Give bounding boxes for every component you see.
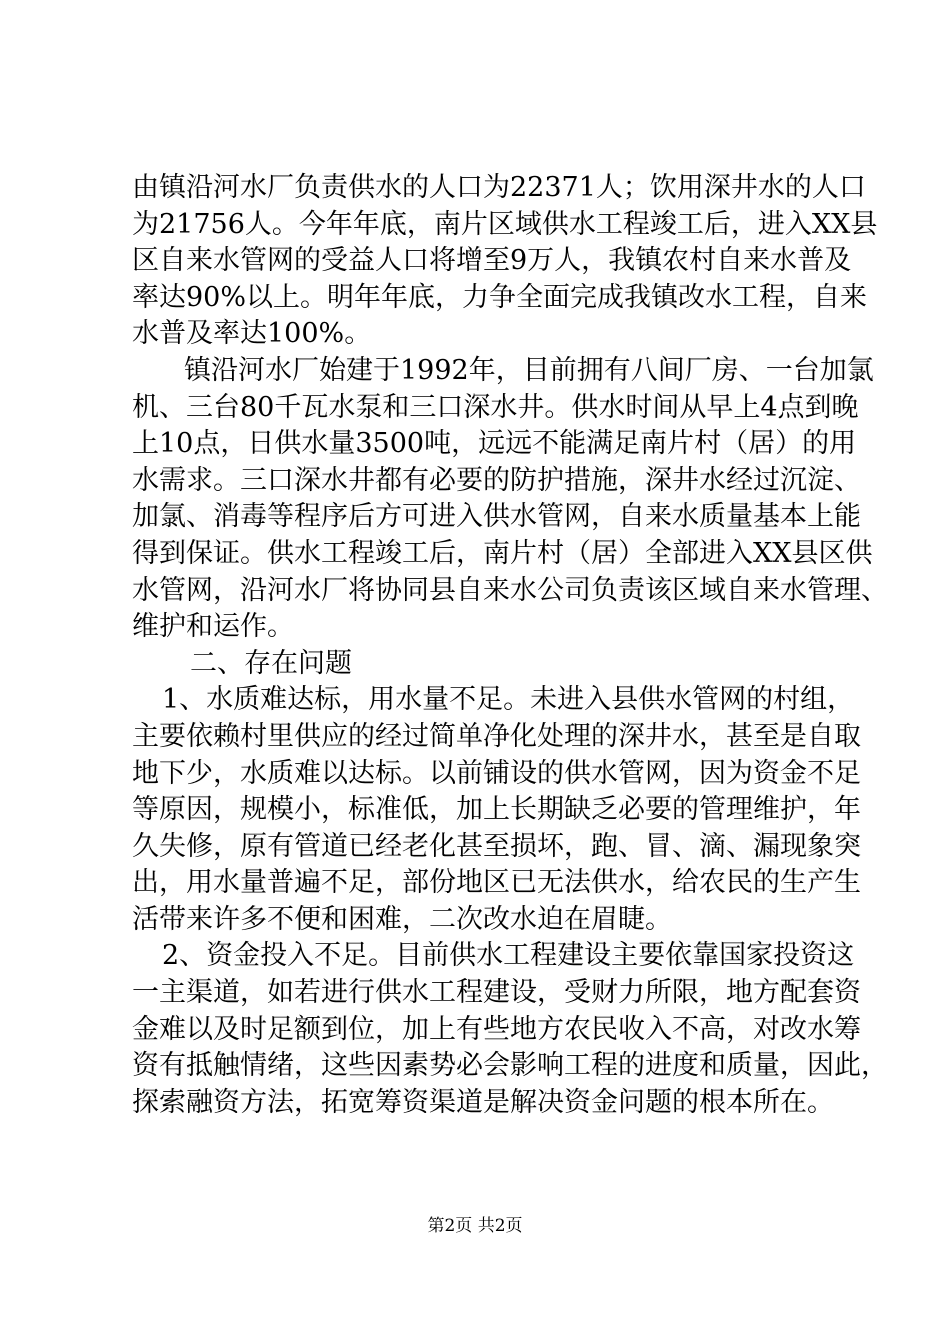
text-line: 久失修，原有管道已经老化甚至损坏，跑、冒、滴、漏现象突 bbox=[132, 830, 861, 862]
text-line: 水需求。三口深水井都有必要的防护措施，深井水经过沉淀、 bbox=[132, 464, 861, 496]
text-line: 水普及率达100%。 bbox=[132, 318, 372, 350]
section-heading: 二、存在问题 bbox=[190, 647, 352, 679]
text-line: 上10点，日供水量3500吨，远远不能满足南片村（居）的用 bbox=[132, 428, 857, 460]
text-line: 水管网，沿河水厂将协同县自来水公司负责该区域自来水管理、 bbox=[132, 574, 888, 606]
text-line: 活带来许多不便和困难，二次改水迫在眉睫。 bbox=[132, 903, 672, 935]
text-line: 维护和运作。 bbox=[132, 611, 294, 643]
paragraph-start-line: 1、水质难达标，用水量不足。未进入县供水管网的村组， bbox=[162, 684, 855, 716]
text-line: 加氯、消毒等程序后方可进入供水管网，自来水质量基本上能 bbox=[132, 501, 861, 533]
page-footer: 第2页 共2页 bbox=[427, 1216, 523, 1236]
document-body bbox=[132, 170, 888, 1121]
text-line: 主要依赖村里供应的经过简单净化处理的深井水，甚至是自取 bbox=[132, 720, 861, 752]
paragraph-start-line: 镇沿河水厂始建于1992年，目前拥有八间厂房、一台加氯 bbox=[184, 354, 874, 386]
text-line: 区自来水管网的受益人口将增至9万人，我镇农村自来水普及 bbox=[132, 245, 852, 277]
text-line: 资有抵触情绪，这些因素势必会影响工程的进度和质量，因此， bbox=[132, 1050, 888, 1082]
text-line: 金难以及时足额到位，加上有些地方农民收入不高，对改水筹 bbox=[132, 1013, 861, 1045]
text-line: 为21756人。今年年底，南片区域供水工程竣工后，进入XX县 bbox=[132, 208, 878, 240]
text-line: 一主渠道，如若进行供水工程建设，受财力所限，地方配套资 bbox=[132, 977, 861, 1009]
text-line: 等原因，规模小，标准低，加上长期缺乏必要的管理维护，年 bbox=[132, 794, 861, 826]
text-line: 地下少，水质难以达标。以前铺设的供水管网，因为资金不足 bbox=[132, 757, 861, 789]
paragraph-start-line: 2、资金投入不足。目前供水工程建设主要依靠国家投资这 bbox=[162, 940, 855, 972]
text-line: 得到保证。供水工程竣工后，南片村（居）全部进入XX县区供 bbox=[132, 537, 873, 569]
text-line: 出，用水量普遍不足，部份地区已无法供水，给农民的生产生 bbox=[132, 867, 861, 899]
text-line: 探索融资方法，拓宽筹资渠道是解决资金问题的根本所在。 bbox=[132, 1086, 834, 1118]
text-line: 机、三台80千瓦水泵和三口深水井。供水时间从早上4点到晚 bbox=[132, 391, 859, 423]
text-line: 由镇沿河水厂负责供水的人口为22371人；饮用深井水的人口 bbox=[132, 172, 866, 203]
text-line: 率达90%以上。明年年底，力争全面完成我镇改水工程，自来 bbox=[132, 281, 868, 313]
